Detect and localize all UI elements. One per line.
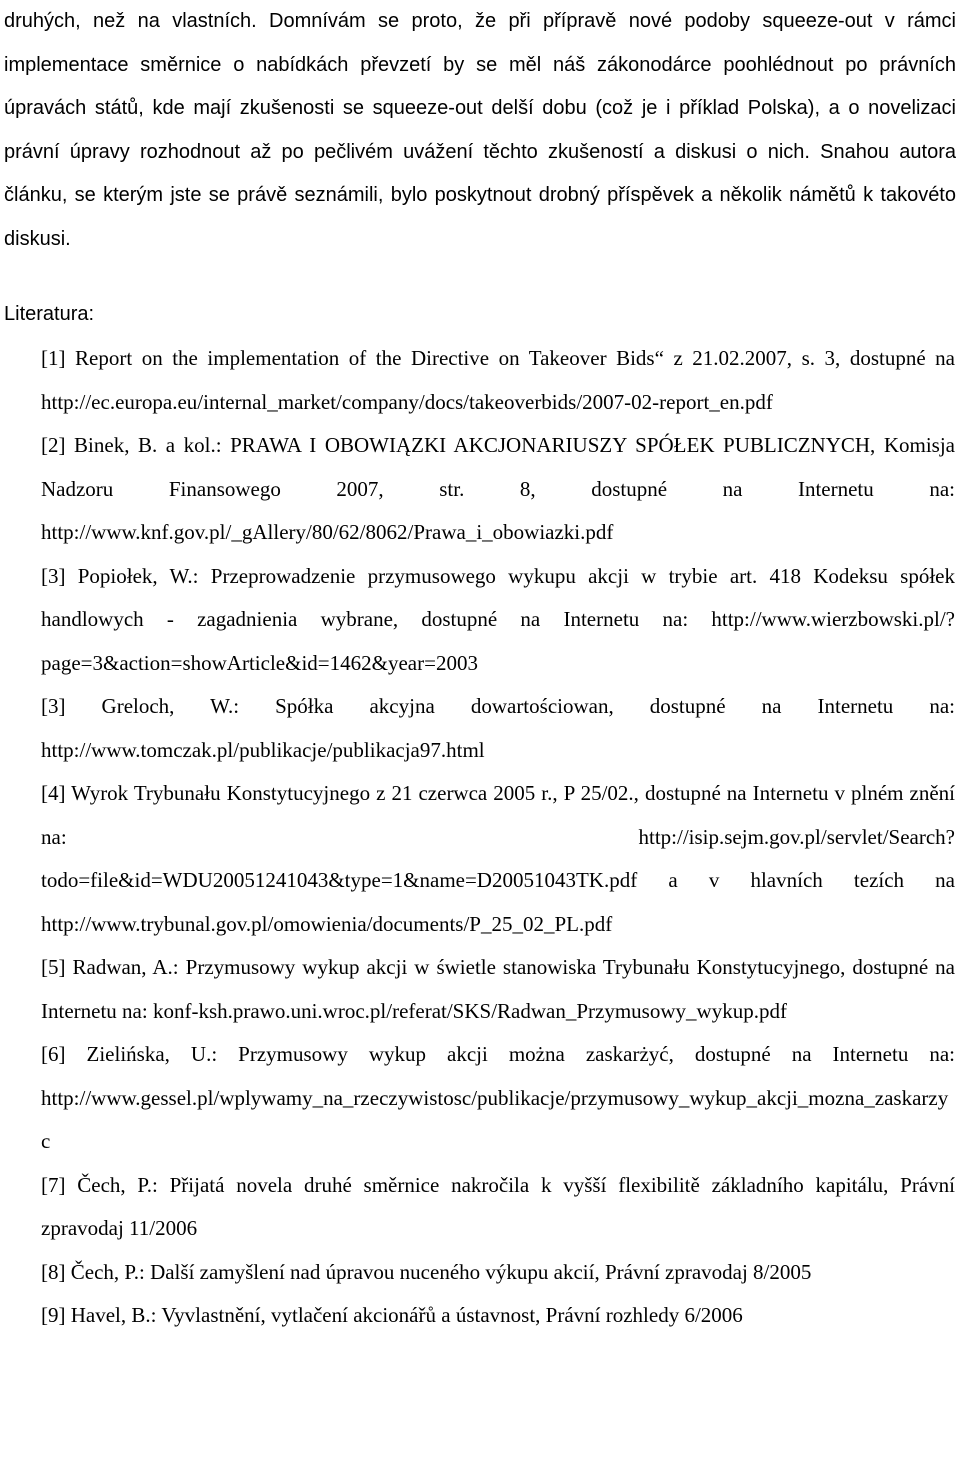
reference-item: [3] Popiołek, W.: Przeprowadzenie przymusowego wykupu akcji w trybie art. 418 Kodeksu spółek handlowych - zagadnienia wybrane, dostupné na Internetu na: http://www.wierzbowski.pl/?page=3&action=showArticle&id=1462&year=2003 (41, 563, 955, 675)
reference-list (41, 337, 955, 1338)
reference-item: [7] Čech, P.: Přijatá novela druhé směrnice nakročila k vyšší flexibilitě základního kapitálu, Právní zpravodaj 11/2006 (41, 1172, 955, 1240)
reference-item: [2] Binek, B. a kol.: PRAWA I OBOWIĄZKI AKCJONARIUSZY SPÓŁEK PUBLICZNYCH, Komisja Nadzoru Finansowego 2007, str. 8, dostupné na Internetu na: http://www.knf.gov.pl/_gAllery/80/62/8062/Prawa_i_obowiazki.pdf (41, 433, 955, 544)
closing-paragraph: druhých, než na vlastních. Domnívám se proto, že při přípravě nové podoby squeeze-out v rámci implementace směrnice o nabídkách převzetí by se měl náš zákonodárce poohlédnout po právních úpravách států, kde mají zkušenosti se squeeze-out delší dobu (což je i příklad Polska), a o novelizaci právní úpravy rozhodnout až po pečlivém uvážení těchto zkušeností a diskusi o nich. Snahou autora článku, se kterým jste se právě seznámili, bylo poskytnout drobný příspěvek a několik námětů k takovéto diskusi. (4, 10, 956, 250)
reference-item: [1] Report on the implementation of the Directive on Takeover Bids“ z 21.02.2007, s. 3, dostupné na http://ec.europa.eu/internal_market/company/docs/takeoverbids/2007-02-report_en.pdf (41, 346, 955, 414)
reference-item: [5] Radwan, A.: Przymusowy wykup akcji w świetle stanowiska Trybunału Konstytucyjnego, dostupné na Internetu na: konf-ksh.prawo.uni.wroc.pl/referat/SKS/Radwan_Przymusowy_wykup.pdf (41, 955, 955, 1023)
reference-item: [8] Čech, P.: Další zamyšlení nad úpravou nuceného výkupu akcií, Právní zpravodaj 8/2005 (41, 1259, 812, 1284)
reference-item: [6] Zielińska, U.: Przymusowy wykup akcji można zaskarżyć, dostupné na Internetu na: http://www.gessel.pl/wplywamy_na_rzeczywistosc/publikacje/przymusowy_wykup_akcji_mozna_zaskarzyc (41, 1042, 955, 1153)
reference-item: [9] Havel, B.: Vyvlastnění, vytlačení akcionářů a ústavnost, Právní rozhledy 6/2006 (41, 1303, 743, 1327)
reference-item: [4] Wyrok Trybunału Konstytucyjnego z 21 czerwca 2005 r., P 25/02., dostupné na Internetu v plném znění na: http://isip.sejm.gov.pl/servlet/Search?todo=file&id=WDU20051241043&type=1&name=D20051043TK.pdf a v hlavních tezích na http://www.trybunal.gov.pl/omowienia/documents/P_25_02_PL.pdf (41, 781, 955, 936)
literature-heading: Literatura: (4, 303, 95, 325)
reference-item: [3] Greloch, W.: Spółka akcyjna dowartościowan, dostupné na Internetu na: http://www.tomczak.pl/publikacje/publikacja97.html (41, 694, 955, 762)
